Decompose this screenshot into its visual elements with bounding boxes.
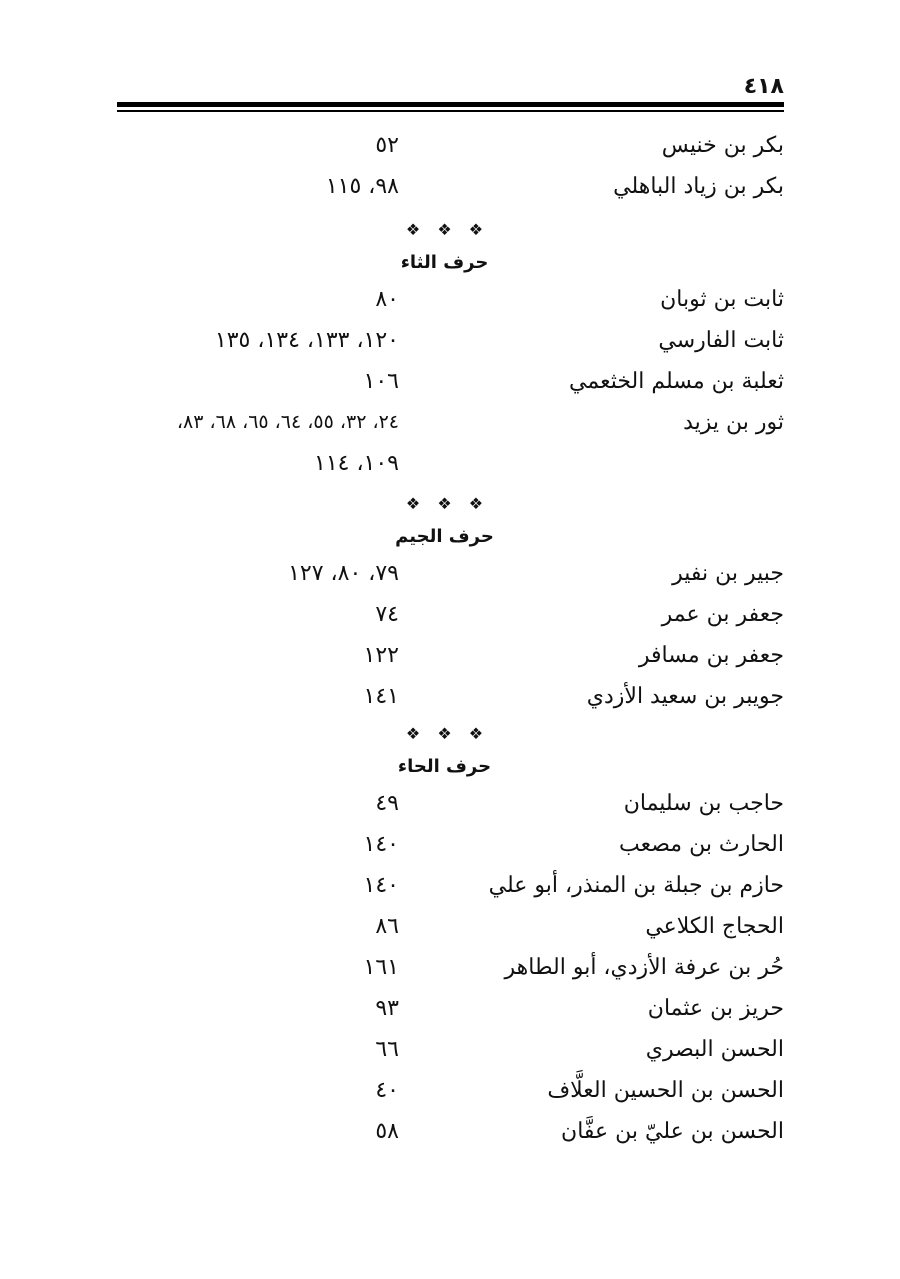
entry-name: جعفر بن مسافر bbox=[638, 643, 784, 668]
index-entry bbox=[105, 1070, 784, 1111]
entry-name: الحارث بن مصعب bbox=[619, 832, 784, 857]
index-entry bbox=[105, 553, 784, 594]
index-entry bbox=[105, 947, 784, 988]
index-entry bbox=[105, 279, 784, 320]
entry-pages: ٥٨ bbox=[375, 1119, 399, 1144]
entry-name: الحجاج الكلاعي bbox=[645, 914, 784, 939]
entry-pages: ٩٣ bbox=[375, 996, 399, 1021]
entry-name: حاجب بن سليمان bbox=[623, 791, 784, 816]
entry-pages: ٩٨، ١١٥ bbox=[325, 174, 399, 199]
entry-pages: ١٤٠ bbox=[363, 873, 399, 898]
entry-name: حُر بن عرفة الأزدي، أبو الطاهر bbox=[504, 955, 784, 980]
ornament-icon: ❖ bbox=[405, 724, 421, 743]
ornament-icon: ❖ bbox=[437, 494, 452, 513]
index-entry bbox=[105, 166, 784, 207]
index-body bbox=[105, 125, 784, 1152]
entry-pages: ٧٩، ٨٠، ١٢٧ bbox=[288, 561, 399, 586]
index-entry bbox=[105, 635, 784, 676]
entry-name: جبير بن نفير bbox=[672, 561, 784, 586]
header-rule-thick bbox=[117, 102, 784, 107]
entry-pages: ١٤٠ bbox=[363, 832, 399, 857]
index-entry bbox=[105, 906, 784, 947]
index-entry bbox=[105, 676, 784, 717]
entry-name: ثابت بن ثوبان bbox=[660, 287, 784, 312]
entry-pages: ٦٦ bbox=[375, 1037, 399, 1062]
entry-name: بكر بن زياد الباهلي bbox=[613, 174, 784, 199]
index-entry bbox=[105, 988, 784, 1029]
entry-name: ثابت الفارسي bbox=[658, 328, 784, 353]
entry-name: جويبر بن سعيد الأزدي bbox=[586, 684, 784, 709]
entry-pages: ٢٤، ٣٢، ٥٥، ٦٤، ٦٥، ٦٨، ٨٣، bbox=[176, 411, 399, 433]
section-heading: حرف الثاء bbox=[400, 252, 489, 273]
header-rule-thin bbox=[117, 110, 784, 112]
entry-pages: ١٠٦ bbox=[363, 369, 399, 394]
entry-pages: ١٢٢ bbox=[363, 643, 399, 668]
entry-name: الحسن بن الحسين العلَّاف bbox=[547, 1078, 784, 1103]
entry-pages: ٥٢ bbox=[375, 133, 399, 158]
entry-pages: ٤٩ bbox=[375, 791, 399, 816]
index-entry bbox=[105, 824, 784, 865]
entry-name: حازم بن جبلة بن المنذر، أبو علي bbox=[488, 873, 784, 898]
entry-pages: ٨٦ bbox=[375, 914, 399, 939]
index-entry bbox=[105, 1111, 784, 1152]
ornament-icon: ❖ bbox=[437, 220, 452, 239]
entry-pages-continued: ١٠٩، ١١٤ bbox=[314, 451, 399, 476]
ornament-icon: ❖ bbox=[468, 494, 484, 513]
section-separator bbox=[105, 717, 784, 751]
index-entry bbox=[105, 865, 784, 906]
section-heading: حرف الحاء bbox=[397, 756, 492, 777]
index-entry bbox=[105, 1029, 784, 1070]
index-entry bbox=[105, 402, 784, 443]
section-separator bbox=[105, 487, 784, 521]
entry-pages: ٤٠ bbox=[375, 1078, 399, 1103]
section-separator bbox=[105, 213, 784, 247]
index-entry bbox=[105, 783, 784, 824]
entry-name: ثور بن يزيد bbox=[683, 410, 784, 435]
entry-pages: ١٢٠، ١٣٣، ١٣٤، ١٣٥ bbox=[214, 328, 399, 353]
entry-pages: ١٤١ bbox=[363, 684, 399, 709]
entry-name: جعفر بن عمر bbox=[661, 602, 784, 627]
section-heading: حرف الجيم bbox=[395, 526, 494, 547]
entry-name: الحسن البصري bbox=[645, 1037, 784, 1062]
index-entry-continuation bbox=[105, 443, 784, 487]
index-entry bbox=[105, 594, 784, 635]
ornament-icon: ❖ bbox=[405, 220, 421, 239]
ornament-icon: ❖ bbox=[437, 724, 452, 743]
ornament-icon: ❖ bbox=[405, 494, 421, 513]
page-number: ٤١٨ bbox=[743, 74, 784, 99]
index-entry bbox=[105, 125, 784, 166]
entry-name: الحسن بن عليّ بن عفَّان bbox=[561, 1119, 784, 1144]
ornament-icon: ❖ bbox=[468, 724, 484, 743]
entry-pages: ٨٠ bbox=[375, 287, 399, 312]
index-entry bbox=[105, 320, 784, 361]
entry-name: ثعلبة بن مسلم الخثعمي bbox=[569, 369, 784, 394]
index-entry bbox=[105, 361, 784, 402]
ornament-icon: ❖ bbox=[468, 220, 484, 239]
entry-name: حريز بن عثمان bbox=[647, 996, 784, 1021]
entry-pages: ٧٤ bbox=[375, 602, 399, 627]
entry-name: بكر بن خنيس bbox=[661, 133, 784, 158]
entry-pages: ١٦١ bbox=[363, 955, 399, 980]
